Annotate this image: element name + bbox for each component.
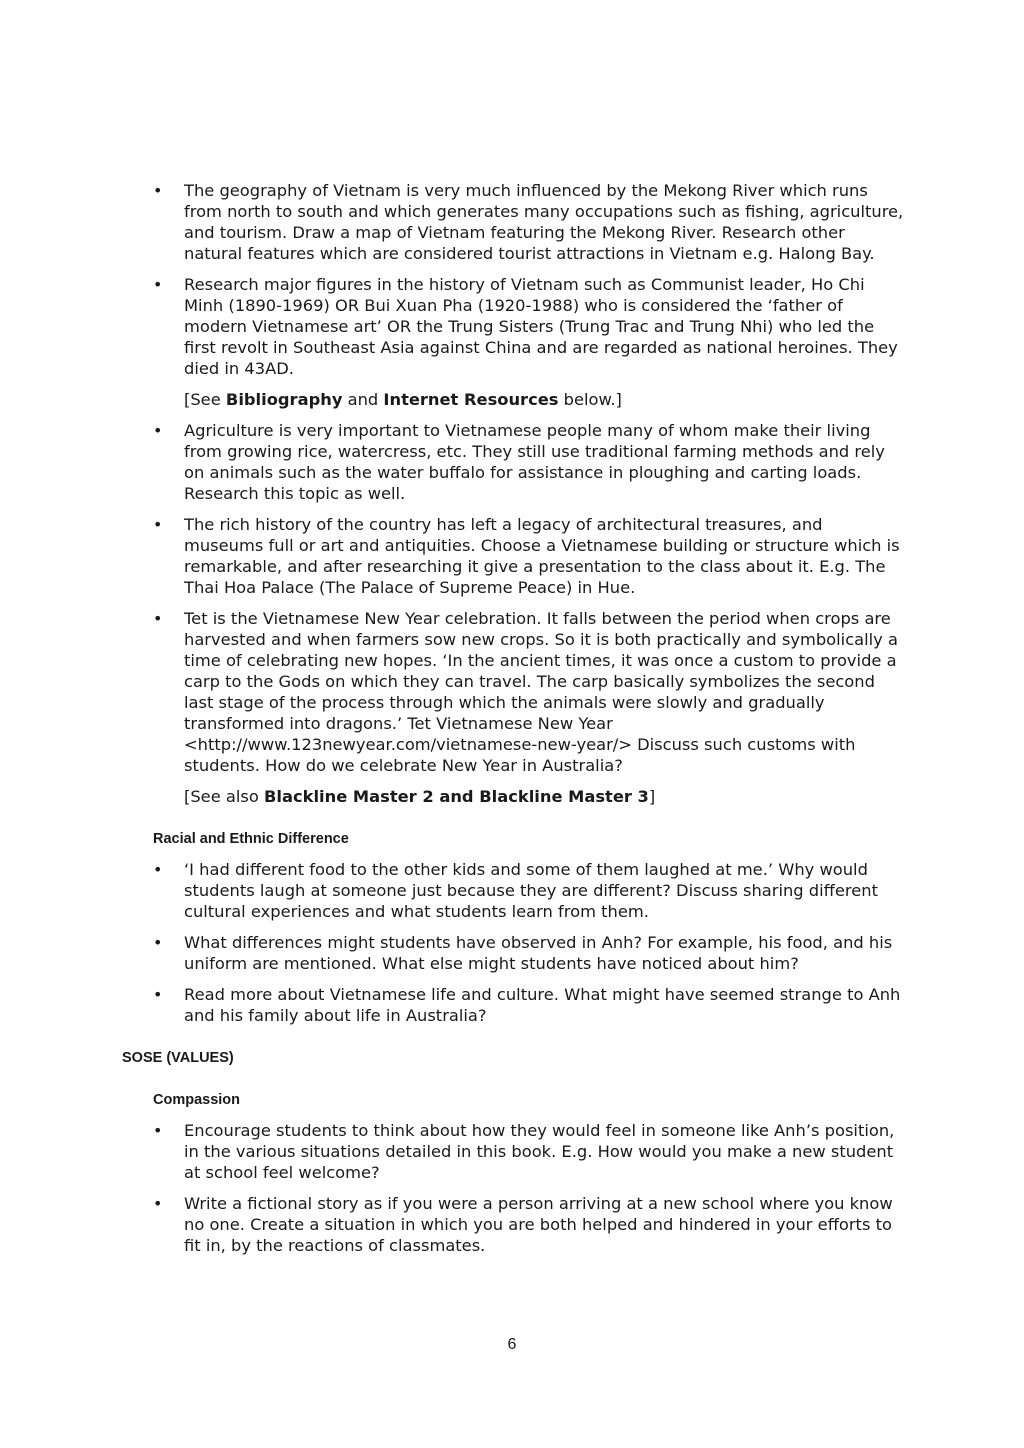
bibliography-ref: Bibliography: [225, 390, 343, 409]
see-bibliography-note: [See Bibliography and Internet Resources below.]: [184, 390, 622, 409]
heading-compassion: Compassion: [153, 1092, 241, 1108]
page-number: 6: [507, 1336, 517, 1353]
bullet-vietnamese-life: • Read more about Vietnamese life and culture. What might have seemed strange to Anh and his family about life in Australia?: [184, 984, 906, 1026]
bullet-mekong-geography: • The geography of Vietnam is very much influenced by the Mekong River which runs from north to south and which generates many occupations such as fishing, agriculture, and tourism. Draw a map of Vietnam featuring the Mekong River. Research other natural features which are considered tourist attractions in Vietnam e.g. Halong Bay.: [184, 180, 906, 264]
bullet-different-food: • ‘I had different food to the other kids and some of them laughed at me.’ Why would students laugh at someone just because they are different? Discuss sharing different cultural experiences and what students learn from them.: [184, 859, 906, 922]
blackline-ref: Blackline Master 2 and Blackline Master 3: [264, 787, 649, 806]
bullet-architecture: • The rich history of the country has left a legacy of architectural treasures, and museums full or art and antiquities. Choose a Vietnamese building or structure which is remarkable, and after researching it give a presentation to the class about it. E.g. The Thai Hoa Palace (The Palace of Supreme Peace) in Hue.: [184, 514, 906, 598]
bullet-agriculture: • Agriculture is very important to Vietnamese people many of whom make their living from growing rice, watercress, etc. They still use traditional farming methods and rely on animals such as the water buffalo for assistance in ploughing and carting loads. Research this topic as well.: [184, 420, 906, 504]
bullet-new-student-welcome: • Encourage students to think about how they would feel in someone like Anh’s position, in the various situations detailed in this book. E.g. How would you make a new student at school feel welcome?: [184, 1120, 906, 1183]
bullet-tet-new-year: • Tet is the Vietnamese New Year celebration. It falls between the period when crops are harvested and when farmers sow new crops. So it is both practically and symbolically a time of celebrating new hopes. ‘In the ancient times, it was once a custom to provide a carp to the Gods on which they can travel. The carp basically symbolizes the second last stage of the process through which the animals were slowly and gradually transformed into dragons.’ Tet Vietnamese New Year <http://www.123newyear.com/vietnamese-new-year/> Discuss such customs with students. How do we celebrate New Year in Australia?: [184, 608, 906, 776]
see-blackline-note: [See also Blackline Master 2 and Blackline Master 3]: [184, 787, 656, 806]
bullet-differences-anh: • What differences might students have observed in Anh? For example, his food, and his uniform are mentioned. What else might students have noticed about him?: [184, 932, 906, 974]
heading-sose-values: SOSE (VALUES): [122, 1050, 234, 1066]
heading-racial-ethnic-difference: Racial and Ethnic Difference: [153, 831, 349, 847]
bullet-fictional-story: • Write a fictional story as if you were a person arriving at a new school where you know no one. Create a situation in which you are both helped and hindered in your efforts to fit in, by the reactions of classmates.: [184, 1193, 906, 1256]
page-content: [0, 180, 1024, 1266]
bullet-historical-figures: • Research major figures in the history of Vietnam such as Communist leader, Ho Chi Minh (1890-1969) OR Bui Xuan Pha (1920-1988) who is considered the ‘father of modern Vietnamese art’ OR the Trung Sisters (Trung Trac and Trung Nhi) who led the first revolt in Southeast Asia against China and are regarded as national heroines. They died in 43AD.: [184, 274, 906, 379]
internet-resources-ref: Internet Resources: [383, 390, 559, 409]
